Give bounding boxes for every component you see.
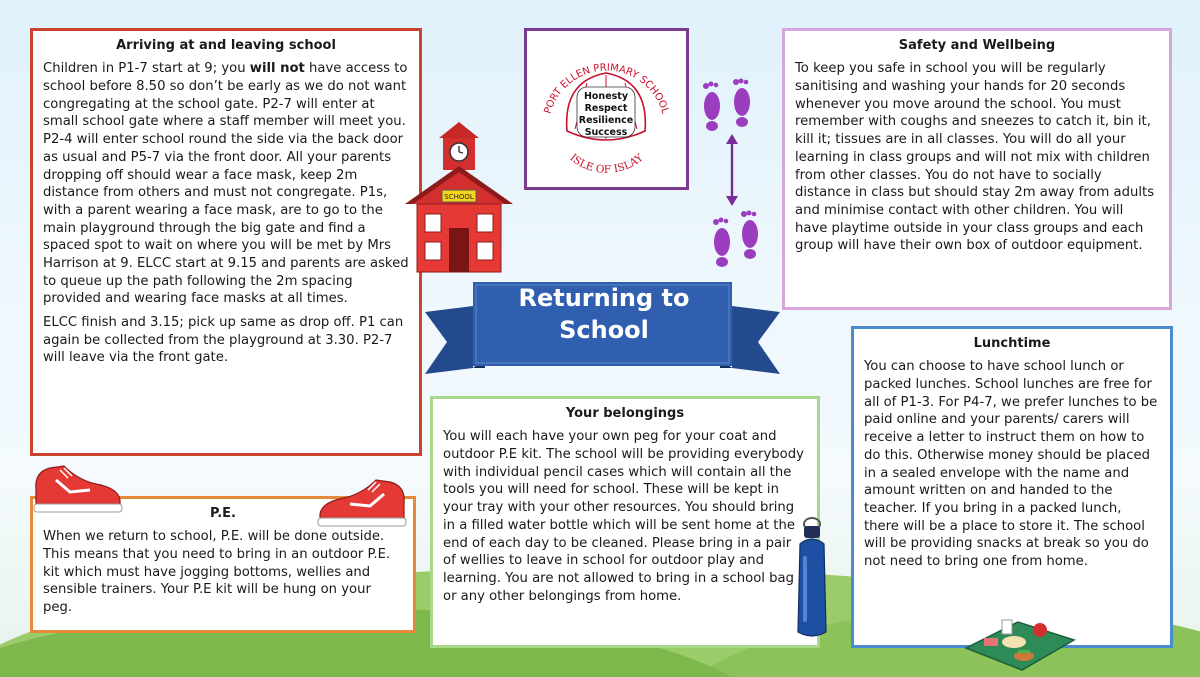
banner-title-line-2: School — [559, 316, 649, 345]
pe-title: P.E. — [210, 506, 236, 521]
arriving-panel — [30, 28, 422, 456]
trainer-shoe-icon — [30, 460, 126, 516]
arriving-text-a: Children in P1-7 start at 9; you — [43, 61, 250, 77]
banner-title — [470, 282, 738, 362]
logo-value-honesty: Honesty — [583, 91, 629, 102]
school-house-icon — [403, 118, 515, 276]
belongings-title: Your belongings — [565, 406, 685, 421]
logo-value-success: Success — [584, 127, 628, 138]
school-sign-text: SCHOOL — [444, 193, 474, 201]
trainer-shoe-icon — [314, 474, 410, 530]
arriving-paragraph-2: ELCC finish and 3.15; pick up same as drop off. P1 can again be collected from the playground at 3.30. P2-7 will leave via the front gate. — [43, 315, 404, 366]
school-crest-icon — [527, 31, 686, 187]
lunch-tray-icon — [958, 608, 1078, 676]
safety-body: To keep you safe in school you will be regularly sanitising and washing your hands for 20 seconds whenever you move around the school. You must remember with coughs and sneezes to catch it, bin it, kill it; tissues are in all classes. You will do all your learning in class groups and will not mix with children from other classes. You do not have to socially distance in class but should stay 2m away from adults and minimise contact with other children. You will have playtime outside in your class groups and each group will have their own box of outdoor equipment. — [795, 61, 1155, 254]
logo-school-name: PORT ELLEN PRIMARY SCHOOL — [542, 62, 671, 116]
logo-value-resilience: Resilience — [578, 115, 634, 126]
water-bottle-icon — [786, 516, 836, 640]
lunch-body: You can choose to have school lunch or packed lunches. School lunches are free for all of P1-3. For P4-7, we prefer lunches to be paid online and your parents/ carers will receive a letter to instruct them on how to do this. Otherwise money should be placed in a sealed envelope with the name and amount written on and handed to the teacher. If you bring in a packed lunch, there will be a place to store it. The school will be providing snacks at break so you do not need to bring one from home. — [864, 359, 1158, 569]
lunch-title: Lunchtime — [973, 336, 1051, 351]
lunch-panel — [851, 326, 1173, 648]
arriving-text-b: have access to school before 8.50 so don’t be early as we do not want congregating at the school gate. P2-7 will enter at small school gate where a staff member will meet you. P2-4 will enter school round the side via the back door as usual and P5-7 via the front door. All your parents dropping off should wear a face mask, keep 2m distance from others and must not congregate. P1s, with a parent wearing a face mask, are to go to the main playground through the big gate and find a spaced spot to wait on where you will be met by Mrs Harrison at 9. ELCC start at 9.15 and parents are asked to queue up the path following the 2m spacing provided and wearing face masks at all times. — [43, 61, 409, 307]
svg-text:ISLE OF ISLAY — [567, 151, 646, 176]
banner-title-line-1: Returning to — [518, 284, 690, 312]
footprints-icon — [698, 78, 770, 280]
pe-body: When we return to school, P.E. will be done outside. This means that you need to bring in an outdoor P.E. kit which must have jogging bottoms, wellies and sensible trainers. Your P.E kit will be hung on your peg. — [43, 529, 391, 616]
safety-panel — [782, 28, 1172, 310]
belongings-panel — [430, 396, 820, 648]
belongings-body: You will each have your own peg for your coat and outdoor P.E kit. The school will be providing everybody with individual pencil cases which will contain all the tools you will need for school. These will be kept in your tray with your other resources. You should bring in a filled water bottle which will be sent home at the end of each day to be cleaned. Please bring in a pair of wellies to leave in school for outdoor play and learning. You are not allowed to bring in a school bag or any other belongings from home. — [443, 429, 804, 604]
logo-location: ISLE OF ISLAY — [567, 151, 646, 176]
school-logo — [524, 28, 689, 190]
logo-value-respect: Respect — [584, 103, 628, 114]
arriving-paragraph-1 — [43, 60, 409, 308]
arriving-title: Arriving at and leaving school — [116, 38, 336, 53]
arriving-text-bold: will not — [249, 61, 305, 77]
safety-title: Safety and Wellbeing — [898, 38, 1056, 53]
